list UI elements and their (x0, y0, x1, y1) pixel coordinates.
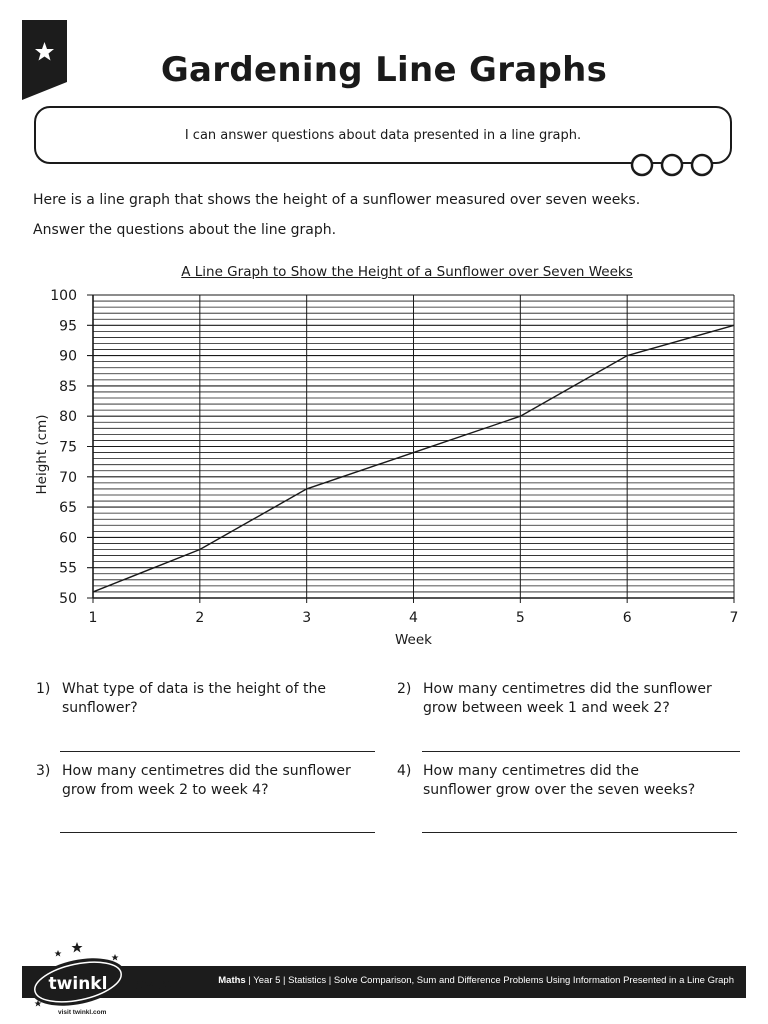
x-tick-label: 2 (195, 610, 205, 626)
y-tick-label: 95 (59, 318, 77, 335)
question-text-line-2: grow from week 2 to week 4? (62, 782, 269, 798)
question-number: 2) (397, 681, 412, 697)
x-tick-label: 4 (409, 610, 418, 626)
y-tick-label: 90 (59, 348, 77, 365)
question-text-line-1: How many centimetres did the sunflower (423, 681, 712, 697)
question-number: 4) (397, 763, 412, 779)
x-tick-label: 7 (729, 610, 739, 626)
question-text-line-1: How many centimetres did the (423, 763, 640, 779)
instruction-text: Answer the questions about the line graph. (33, 222, 337, 238)
y-tick-label: 70 (59, 469, 77, 486)
question-3 (36, 762, 376, 802)
x-tick-label: 6 (622, 610, 632, 626)
line-chart (0, 255, 768, 655)
answer-line-3[interactable] (60, 832, 375, 833)
x-tick-label: 3 (302, 610, 312, 626)
chart-title: A Line Graph to Show the Height of a Sunflower over Seven Weeks (181, 264, 633, 280)
x-axis-label: Week (395, 632, 432, 648)
question-2 (397, 680, 747, 720)
x-tick-label: 1 (88, 610, 98, 626)
question-text-line-2: grow between week 1 and week 2? (423, 700, 670, 716)
y-tick-label: 55 (59, 560, 77, 577)
question-4 (397, 762, 747, 802)
twinkl-brand: twinkl (48, 974, 108, 994)
question-1 (36, 680, 376, 720)
question-number: 3) (36, 763, 51, 779)
footer-subject: Maths (218, 975, 246, 986)
x-tick-label: 5 (515, 610, 525, 626)
y-tick-label: 50 (59, 591, 77, 607)
question-text-line-2: sunflower grow over the seven weeks? (423, 782, 696, 798)
y-tick-label: 80 (59, 409, 77, 426)
y-tick-label: 75 (59, 439, 77, 456)
decorative-rings-icon (628, 152, 718, 180)
answer-line-4[interactable] (422, 832, 737, 833)
intro-text: Here is a line graph that shows the height of a sunflower measured over seven weeks. (33, 192, 641, 208)
question-text-line-1: What type of data is the height of the (62, 681, 326, 697)
answer-line-2[interactable] (422, 751, 740, 752)
answer-line-1[interactable] (60, 751, 375, 752)
footer-details: | Year 5 | Statistics | Solve Comparison, Sum and Difference Problems Using Information Presented in a Line Graph (245, 975, 734, 986)
learning-objective: I can answer questions about data presented in a line graph. (184, 128, 582, 143)
y-tick-label: 85 (59, 378, 77, 395)
y-tick-label: 100 (50, 288, 77, 304)
y-axis-label: Height (cm) (34, 414, 50, 495)
question-text-line-1: How many centimetres did the sunflower (62, 763, 351, 779)
twinkl-planit-logo (22, 940, 222, 1020)
question-number: 1) (36, 681, 51, 697)
y-tick-label: 60 (59, 530, 77, 547)
twinkl-url: visit twinkl.com (58, 1009, 107, 1016)
planit-brand: planit (133, 975, 182, 993)
question-text-line-2: sunflower? (62, 700, 138, 716)
footer-curriculum-text (218, 975, 734, 986)
y-tick-label: 65 (59, 500, 77, 517)
page-title: Gardening Line Graphs (160, 50, 608, 90)
